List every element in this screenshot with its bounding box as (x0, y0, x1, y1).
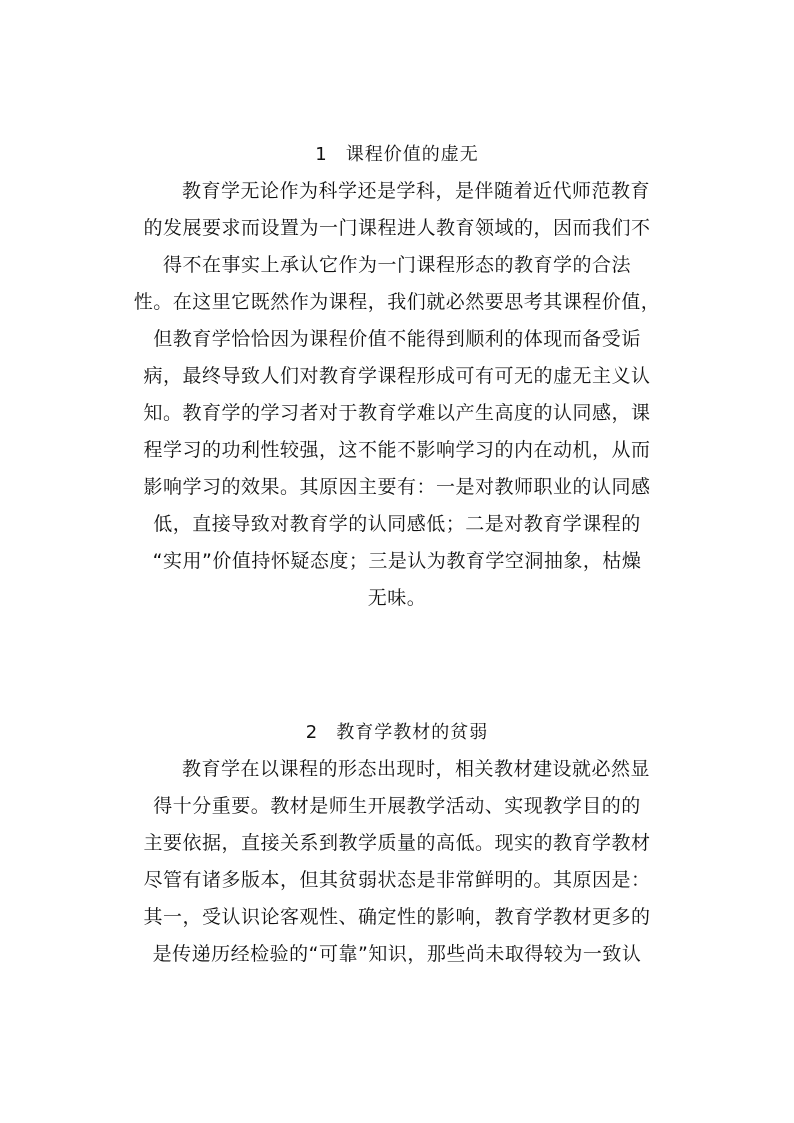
paragraph-line: “实用”价值持怀疑态度；三是认为教育学空洞抽象，枯燥 (152, 550, 642, 572)
paragraph-line: 其一，受认识论客观性、确定性的影响，教育学教材更多的 (143, 906, 651, 928)
paragraph-line: 尽管有诸多版本，但其贫弱状态是非常鲜明的。其原因是： (143, 869, 651, 891)
paragraph-line: 的发展要求而设置为一门课程进人教育领域的，因而我们不 (143, 217, 651, 239)
paragraph-line: 病，最终导致人们对教育学课程形成可有可无的虚无主义认 (143, 365, 651, 387)
section-number: 2 (305, 722, 319, 743)
paragraph-line: 教育学在以课程的形态出现时，相关教材建设就必然显 (181, 758, 650, 780)
section-title: 课程价值的虚无 (345, 144, 479, 165)
paragraph-line: 教育学无论作为科学还是学科，是伴随着近代师范教育 (181, 180, 650, 202)
paragraph-line: 程学习的功利性较强，这不能不影响学习的内在动机，从而 (143, 439, 651, 461)
paragraph-line: 是传递历经检验的“可靠”知识，那些尚未取得较为一致认 (152, 943, 642, 965)
section-title: 教育学教材的贫弱 (336, 722, 489, 743)
paragraph-line: 低，直接导致对教育学的认同感低；二是对教育学课程的 (153, 513, 641, 535)
paragraph-line: 得不在事实上承认它作为一门课程形态的教育学的合法 (162, 254, 631, 276)
paragraph-line: 性。在这里它既然作为课程，我们就必然要思考其课程价值， (133, 291, 661, 313)
paragraph-line: 影响学习的效果。其原因主要有：一是对教师职业的认同感 (143, 476, 651, 498)
section-heading (0, 714, 794, 751)
paragraph-line: 但教育学恰恰因为课程价值不能得到顺利的体现而备受诟 (153, 328, 641, 350)
section-heading (0, 136, 794, 173)
paragraph-line: 得十分重要。教材是师生开展教学活动、实现教学目的的 (153, 795, 641, 817)
section-2 (0, 714, 794, 973)
section-number: 1 (315, 144, 328, 165)
paragraph-line: 无味。 (367, 587, 427, 609)
paragraph-line: 主要依据，直接关系到教学质量的高低。现实的教育学教材 (143, 832, 651, 854)
section-1 (0, 136, 794, 617)
paragraph-line: 知。教育学的学习者对于教育学难以产生高度的认同感，课 (143, 402, 651, 424)
